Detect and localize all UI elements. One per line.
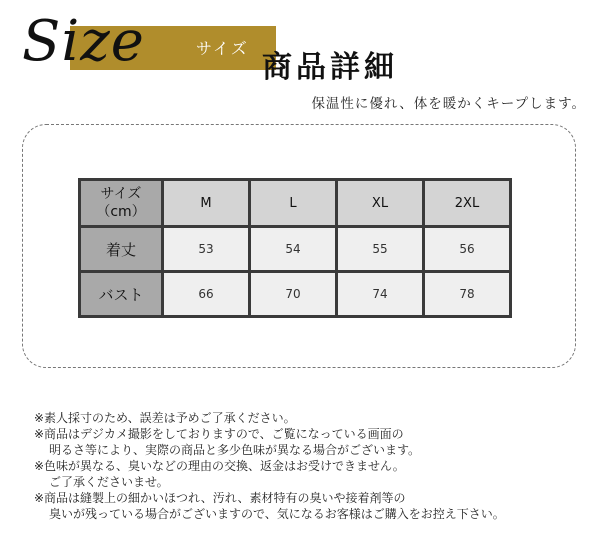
note-item: ※素人採寸のため、誤差は予めご了承ください。 [34, 411, 296, 425]
table-cell: 70 [250, 272, 337, 317]
table-cell: 74 [337, 272, 424, 317]
row-label-length: 着丈 [80, 227, 163, 272]
note-item: ※商品はデジカメ撮影をしておりますので、ご覧になっている画面の [34, 427, 404, 441]
page-title: 商品詳細 [262, 50, 398, 85]
column-header-2xl: 2XL [424, 180, 511, 227]
note-item: ※色味が異なる、臭いなどの理由の交換、返金はお受けできません。 [34, 459, 405, 473]
table-cell: 55 [337, 227, 424, 272]
table-row [80, 227, 511, 272]
note-item-continuation: ご了承くださいませ。 [49, 475, 169, 489]
table-corner-label [80, 180, 163, 227]
column-header-xl: XL [337, 180, 424, 227]
column-header-l: L [250, 180, 337, 227]
subtitle: 保温性に優れ、体を暖かくキープします。 [311, 96, 586, 112]
table-cell: 54 [250, 227, 337, 272]
table-cell: 53 [163, 227, 250, 272]
size-kana-label: サイズ [196, 39, 249, 58]
table-cell: 66 [163, 272, 250, 317]
note-item-continuation: 臭いが残っている場合がございますので、気になるお客様はご購入をお控え下さい。 [49, 507, 505, 521]
column-header-m: M [163, 180, 250, 227]
row-label-bust: バスト [80, 272, 163, 317]
note-item-continuation: 明るさ等により、実際の商品と多少色味が異なる場合がございます。 [49, 443, 421, 457]
table-cell: 56 [424, 227, 511, 272]
table-header-row [80, 180, 511, 227]
size-script-heading: Size [22, 9, 145, 74]
table-cell: 78 [424, 272, 511, 317]
table-row [80, 272, 511, 317]
notes-list [34, 410, 594, 522]
corner-label-line2: （cm） [96, 204, 146, 220]
size-table [78, 178, 512, 318]
note-item: ※商品は縫製上の細かいほつれ、汚れ、素材特有の臭いや接着剤等の [34, 491, 406, 505]
corner-label-line1: サイズ [100, 186, 142, 202]
